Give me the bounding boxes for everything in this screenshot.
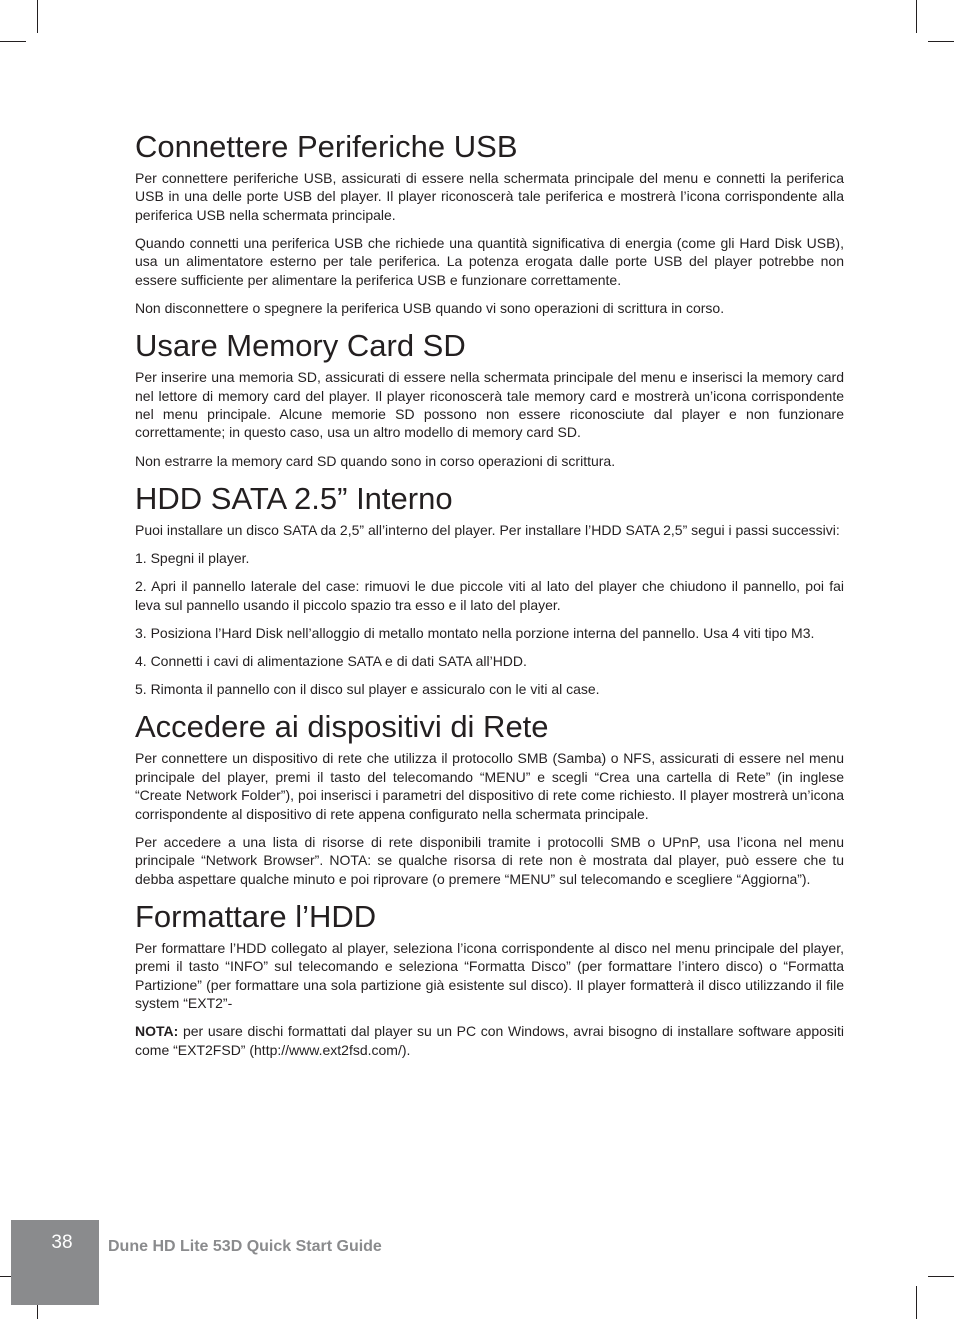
note-paragraph [135,1022,844,1059]
crop-mark [0,41,26,42]
list-item: 5. Rimonta il pannello con il disco sul player e assicuralo con le viti al case. [135,681,600,698]
crop-mark [37,0,38,33]
paragraph: Per connettere periferiche USB, assicurati di essere nella schermata principale del menu e connetti la periferica USB in una delle porte USB del player. Il player riconoscerà tale periferica e mostrerà l’icona corrispondente alla periferica USB nella schermata principale. [135,170,844,223]
section-usb [135,128,844,317]
section-format-hdd [135,898,844,1059]
list-item: 3. Posiziona l’Hard Disk nell’alloggio di metallo montato nella porzione interna del pannello. Usa 4 viti tipo M3. [135,624,815,641]
note-text: per usare dischi formattati dal player su un PC con Windows, avrai bisogno di installare software appositi come “EXT2FSD” (http://www.ext2fsd.com/). [135,1023,844,1058]
guide-title: Dune HD Lite 53D Quick Start Guide [108,1238,382,1255]
section-title: Accedere ai dispositivi di Rete [135,709,549,745]
paragraph: Per inserire una memoria SD, assicurati di essere nella schermata principale del menu e inserisci la memory card nel lettore di memory card del player. Il player riconoscerà tale memory card e mostrerà un’icona corrispondente nel menu principale. Alcune memorie SD possono non essere riconosciute dal player e non funzionare correttamente; in questo caso, usa un altro modello di memory card SD. [135,369,844,441]
paragraph: Non estrarre la memory card SD quando sono in corso operazioni di scrittura. [135,452,616,469]
section-title: HDD SATA 2.5” Interno [135,480,453,516]
crop-mark [928,1276,954,1277]
paragraph: Puoi installare un disco SATA da 2,5” all’interno del player. Per installare l’HDD SATA 2,5” segui i passi successivi: [135,521,840,538]
section-title: Formattare l’HDD [135,898,377,934]
section-hdd-sata [135,480,844,699]
list-item: 4. Connetti i cavi di alimentazione SATA e di dati SATA all’HDD. [135,653,527,670]
page-number: 38 [51,1232,73,1253]
crop-mark [928,41,954,42]
paragraph: Per connettere un dispositivo di rete che utilizza il protocollo SMB (Samba) o NFS, assicurati di essere nel menu principale del player, premi il tasto del telecomando “MENU” e scegli “Crea una cartella di Rete” (in inglese “Create Network Folder”), poi inserisci i parametri del dispositivo di rete come richiesto. Il player mostrerà un’icona corrispondente al dispositivo di rete appena configurato nella schermata principale. [135,750,844,822]
paragraph: Non disconnettere o spegnere la periferica USB quando vi sono operazioni di scrittura in corso. [135,300,725,317]
paragraph: Quando connetti una periferica USB che richiede una quantità significativa di energia (come gli Hard Disk USB), usa un alimentatore esterno per tale periferica. La potenza erogata dalle porte USB del player potrebbe non essere sufficiente per alimentare la periferica USB e funzionare correttamente. [135,235,844,288]
note-label: NOTA: [135,1023,179,1040]
paragraph: Per accedere a una lista di risorse di rete disponibili tramite i protocolli SMB o UPnP, usa l’icona nel menu principale “Network Browser”. NOTA: se qualche risorsa di rete non è mostrata dal player, può essere che tu debba aspettare qualche minuto e poi riprovare (o premere “MENU” sul telecomando e scegliere “Aggiorna”). [135,833,844,887]
section-network [135,708,844,888]
crop-mark [916,1286,917,1319]
crop-mark [916,0,917,33]
page-content [135,128,844,1069]
list-item: 1. Spegni il player. [135,550,250,567]
list-item: 2. Apri il pannello laterale del case: rimuovi le due piccole viti al lato del player che chiudono il pannello, poi fai leva sul pannello usando il piccolo spazio tra esso e il lato del player. [135,578,844,613]
section-sd-card [135,327,844,470]
section-title: Connettere Periferiche USB [135,129,518,164]
section-title: Usare Memory Card SD [135,328,466,364]
paragraph: Per formattare l’HDD collegato al player, seleziona l’icona corrispondente al disco nel menu principale del player, premi il tasto “INFO” sul telecomando e seleziona “Formatta Disco” (per formattare l’intero disco) o “Formatta Partizione” (per formattare una sola partizione già esistente sul disco). Il player formatterà il disco utilizzando il file system “EXT2”- [135,939,844,1012]
